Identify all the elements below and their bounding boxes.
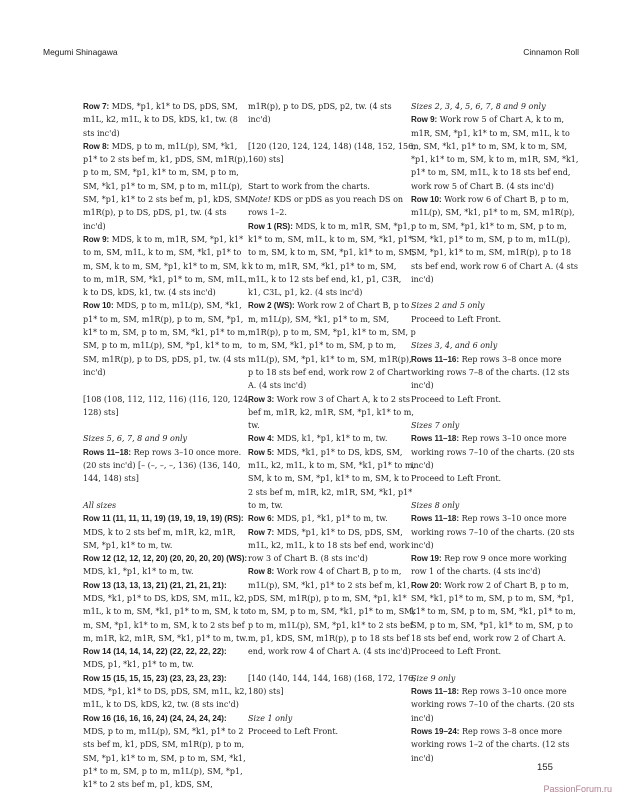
paragraph-text: Work row 2 of Chart B, p to m, m1L(p), SM, *k1, p1* to m, SM, m1R(p), p to m, SM, *p1, k1* to m, SM, p to m, SM, *k1, p1* to m, SM, p to m, m1L(p), SM, *p1, k1* to m, SM, m1R(p), p to 18 sts bef end, work row 2 of Chart A. (4 sts inc'd): [248, 301, 416, 391]
paragraph-text: MDS, p1, *k1, p1* to m, tw.: [83, 660, 194, 670]
paragraph-text: Size 9 only: [411, 673, 456, 683]
text-column-right: [411, 100, 579, 765]
paragraph-text: MDS, *k1, p1* to DS, kDS, SM, m1L, k2, m1L, k to m, SM, *k1, p1* to m, SM, k to m, SM, *p1, k1* to m, SM, k to 2 sts bef m, m1R, k2, m1R, SM, *k1, p1* to m, tw.: [248, 447, 416, 510]
instruction-paragraph: [411, 353, 579, 393]
instruction-paragraph: [248, 565, 416, 658]
paragraph-text: Proceed to Left Front.: [248, 726, 339, 736]
paragraph-text: MDS, p to m, m1L(p), SM, *k1, p1* to 2 sts bef m, k1, pDS, SM, m1R(p), p to m, SM, *p1, k1* to m, SM, p to m, SM, *k1, p1* to m, SM, p to m, m1L(p), SM, *p1, k1* to 2 sts bef m, p1, kDS, SM,: [83, 726, 246, 790]
instruction-paragraph: [248, 299, 416, 392]
instruction-paragraph: [248, 193, 416, 220]
paragraph-text: Rep rows 3–10 once more. (20 sts inc'd) [– (–, –, –, 136) (136, 140, 144, 148) sts]: [83, 447, 242, 484]
row-label: Row 10:: [411, 195, 442, 205]
row-label: Row 5:: [248, 447, 275, 457]
instruction-paragraph: [248, 712, 416, 725]
paragraph-text: Size 1 only: [248, 713, 293, 723]
row-label: Row 3:: [248, 394, 275, 404]
instruction-paragraph: [83, 645, 251, 672]
row-label: Row 1 (RS):: [248, 221, 293, 231]
author-name: Megumi Shinagawa: [43, 47, 118, 57]
paragraph-text: KDS or pDS as you reach DS on rows 1–2.: [248, 195, 404, 218]
row-label: Row 6:: [248, 514, 275, 524]
row-label: Rows 11–18:: [411, 514, 460, 524]
instruction-paragraph: [83, 579, 251, 645]
paragraph-text: Rep rows 3–10 once more working rows 7–10 of the charts. (20 sts inc'd): [411, 514, 575, 550]
instruction-paragraph: [248, 393, 416, 433]
paragraph-text: Sizes 8 only: [411, 500, 460, 510]
paragraph-text: Rep rows 3–10 once more working rows 7–10 of the charts. (20 sts inc'd): [411, 687, 575, 723]
instruction-paragraph: [83, 100, 251, 140]
instruction-paragraph: [411, 100, 579, 113]
row-label: Row 10:: [83, 301, 114, 311]
row-label: Row 9:: [411, 115, 438, 125]
paragraph-text: MDS, k to m, m1R, SM, *p1, k1* to m, SM, m1L, k to m, SM, *k1, p1* to m, SM, k to m, SM, *p1, k1* to m, SM, k to m, m1R, SM, *k1, p1* to m, SM, m1L, k to DS, kDS, k1, tw. (4 sts inc'd): [83, 234, 248, 298]
paragraph-text: Work row 5 of Chart A, k to m, m1R, SM, *p1, k1* to m, SM, m1L, k to m, SM, *k1, p1* to m, SM, k to m, SM, *p1, k1* to m, SM, k to m, m1R, SM, *k1, p1* to m, SM, m1L, k to 18 sts bef end, work row 5 of Chart B. (4 sts inc'd): [411, 115, 579, 191]
paragraph-text: Work row 4 of Chart B, p to m, m1L(p), SM, *k1, p1* to 2 sts bef m, k1, pDS, SM, m1R(p), p to m, SM, *p1, k1* to m, SM, p to m, SM, *k1, p1* to m, SM, p to m, m1L(p), SM, *p1, k1* to 2 sts bef m, p1, kDS, SM, m1R(p), p to 18 sts bef end, work row 4 of Chart A. (4 sts inc'd): [248, 567, 415, 657]
instruction-paragraph: [83, 432, 251, 445]
instruction-paragraph: [411, 499, 579, 512]
instruction-paragraph: [83, 512, 251, 552]
row-label: Row 20:: [411, 580, 442, 590]
instruction-paragraph: [411, 339, 579, 352]
instruction-paragraph: [248, 526, 416, 566]
paragraph-text: MDS, p to m, m1L(p), SM, *k1, p1* to 2 sts bef m, k1, pDS, SM, m1R(p), p to m, SM, *p1, k1* to m, SM, p to m, SM, *k1, p1* to m, SM, p to m, m1L(p), SM, *p1, k1* to 2 sts bef m, p1, kDS, SM, m1R(p), p to DS, pDS, p1, tw. (4 sts inc'd): [83, 141, 251, 231]
instruction-paragraph: [248, 512, 416, 525]
text-column-middle: [248, 100, 416, 738]
instruction-paragraph: [83, 552, 251, 579]
instruction-paragraph: [411, 512, 579, 552]
instruction-paragraph: [411, 645, 579, 658]
paragraph-text: Rep rows 3–8 once more working rows 7–8 of the charts. (12 sts inc'd): [411, 354, 570, 391]
paragraph-text: Sizes 2, 3, 4, 5, 6, 7, 8 and 9 only: [411, 102, 546, 111]
row-label: Row 19:: [411, 554, 442, 564]
row-label: Row 15 (15, 15, 15, 23) (23, 23, 23, 23):: [83, 673, 227, 683]
instruction-paragraph: [411, 193, 579, 286]
paragraph-text: MDS, k to 2 sts bef m, m1R, k2, m1R, SM, *p1, k1* to m, tw.: [83, 527, 236, 550]
row-label: Row 13 (13, 13, 13, 21) (21, 21, 21, 21):: [83, 580, 227, 590]
paragraph-text: [140 (140, 144, 144, 168) (168, 172, 176, 180) sts]: [248, 673, 416, 697]
note-label: Note!: [248, 195, 271, 205]
instruction-paragraph: [83, 712, 251, 792]
paragraph-text: MDS, p to m, m1L(p), SM, *k1, p1* to m, SM, m1R(p), p to m, SM, *p1, k1* to m, SM, p to m, SM, *k1, p1* to m, SM, p to m, m1L(p), SM, *p1, k1* to m, SM, m1R(p), p to DS, pDS, p1, tw. (4 sts inc'd): [83, 301, 248, 377]
paragraph-text: MDS, k1, *p1, k1* to m, tw.: [83, 567, 194, 577]
row-label: Row 2 (WS):: [248, 301, 295, 311]
instruction-paragraph: [411, 725, 579, 765]
row-label: Row 14 (14, 14, 14, 22) (22, 22, 22, 22):: [83, 647, 227, 657]
instruction-paragraph: [411, 393, 579, 406]
instruction-paragraph: [83, 140, 251, 233]
instruction-paragraph: [83, 233, 251, 299]
instruction-paragraph: [411, 685, 579, 725]
row-label: Row 16 (16, 16, 16, 24) (24, 24, 24, 24):: [83, 713, 227, 723]
instruction-paragraph: [248, 140, 416, 167]
page-number: 155: [537, 762, 553, 773]
row-label: Row 7:: [83, 102, 110, 111]
instruction-paragraph: [411, 299, 579, 312]
row-label: Row 9:: [83, 234, 110, 244]
paragraph-text: Sizes 3, 4, and 6 only: [411, 341, 498, 351]
paragraph-text: Rep rows 3–10 once more working rows 7–10 of the charts. (20 sts inc'd): [411, 434, 575, 471]
instruction-paragraph: [411, 552, 579, 579]
paragraph-text: [108 (108, 112, 112, 116) (116, 120, 124, 128) sts]: [83, 394, 251, 417]
paragraph-text: MDS, *k1, p1* to DS, kDS, SM, m1L, k2, m1L, k to m, SM, *k1, p1* to m, SM, k to m, SM, *p1, k1* to m, SM, k to 2 sts bef m, m1R, k2, m1R, SM, *k1, p1* to m, tw.: [83, 593, 249, 643]
row-label: Row 12 (12, 12, 12, 20) (20, 20, 20, 20) (WS):: [83, 554, 248, 564]
instruction-paragraph: [411, 472, 579, 485]
row-label: Rows 11–16:: [411, 354, 460, 364]
instruction-paragraph: [83, 672, 251, 712]
row-label: Rows 11–18:: [411, 687, 460, 697]
paragraph-text: Sizes 5, 6, 7, 8 and 9 only: [83, 434, 188, 444]
instruction-paragraph: [411, 313, 579, 326]
paragraph-text: MDS, k1, *p1, k1* to m, tw.: [274, 434, 388, 444]
row-label: Rows 11–18:: [83, 447, 132, 457]
paragraph-text: Work row 2 of Chart B, p to m, SM, *k1, p1* to m, SM, p to m, SM, *p1, k1* to m, SM, p to m, SM, *k1, p1* to m, SM, p to m, SM, *p1, k1* to m, SM, p to 18 sts bef end, work row 2 of Chart A.: [411, 580, 576, 643]
paragraph-text: MDS, p1, *k1, p1* to m, tw.: [274, 514, 388, 524]
row-label: Row 11 (11, 11, 11, 19) (19, 19, 19, 19) (RS):: [83, 514, 244, 524]
paragraph-text: MDS, *p1, k1* to DS, pDS, SM, m1L, k2, m1L, k to DS, kDS, k2, tw. (8 sts inc'd): [83, 687, 248, 710]
paragraph-text: Sizes 7 only: [411, 421, 460, 431]
row-label: Row 4:: [248, 434, 275, 444]
paragraph-text: Work row 3 of Chart A, k to 2 sts bef m, m1R, k2, m1R, SM, *p1, k1* to m, tw.: [248, 394, 414, 431]
instruction-paragraph: [411, 432, 579, 472]
pattern-title: Cinnamon Roll: [523, 47, 579, 57]
paragraph-text: All sizes: [83, 500, 117, 510]
paragraph-text: Proceed to Left Front.: [411, 474, 502, 484]
instruction-paragraph: [248, 180, 416, 193]
instruction-paragraph: [248, 725, 416, 738]
row-label: Row 8:: [83, 141, 110, 151]
instruction-paragraph: [411, 113, 579, 193]
instruction-paragraph: [83, 446, 251, 486]
instruction-paragraph: [83, 393, 251, 420]
instruction-paragraph: [83, 299, 251, 379]
instruction-paragraph: [411, 672, 579, 685]
paragraph-text: Proceed to Left Front.: [411, 394, 502, 404]
instruction-paragraph: [411, 419, 579, 432]
instruction-paragraph: [248, 220, 416, 300]
paragraph-text: Proceed to Left Front.: [411, 647, 502, 657]
row-label: Rows 11–18:: [411, 434, 460, 444]
paragraph-text: Sizes 2 and 5 only: [411, 301, 485, 311]
paragraph-text: Start to work from the charts.: [248, 181, 370, 191]
paragraph-text: MDS, k to m, m1R, SM, *p1, k1* to m, SM, m1L, k to m, SM, *k1, p1* to m, SM, k to m, SM, *p1, k1* to m, SM, k to m, m1R, SM, *k1, p1* to m, SM, m1L, k to 12 sts bef end, k1, p1, C3R, k1, C3L, p1, k2. (4 sts inc'd): [248, 221, 415, 298]
text-column-left: [83, 100, 251, 791]
paragraph-text: Work row 6 of Chart B, p to m, m1L(p), SM, *k1, p1* to m, SM, m1R(p), p to m, SM, *p1, k1* to m, SM, p to m, SM, *k1, p1* to m, SM, p to m, m1L(p), SM, *p1, k1* to m, SM, m1R(p), p to 18 sts bef end, work row 6 of Chart A. (4 sts inc'd): [411, 195, 578, 284]
instruction-paragraph: [411, 579, 579, 645]
paragraph-text: MDS, *p1, k1* to DS, pDS, SM, m1L, k2, m1L, k to DS, kDS, k1, tw. (8 sts inc'd): [83, 102, 238, 138]
instruction-paragraph: [248, 672, 416, 699]
paragraph-text: MDS, *p1, k1* to DS, pDS, SM, m1L, k2, m1L, k to 18 sts bef end, work row 3 of Chart B. (8 sts inc'd): [248, 527, 410, 564]
watermark: PassionForum.ru: [543, 784, 612, 794]
instruction-paragraph: [83, 499, 251, 512]
row-label: Row 7:: [248, 527, 275, 537]
row-label: Rows 19–24:: [411, 726, 460, 736]
paragraph-text: Proceed to Left Front.: [411, 314, 502, 324]
paragraph-text: Rep row 9 once more working row 1 of the charts. (4 sts inc'd): [411, 554, 567, 577]
paragraph-text: [120 (120, 124, 124, 148) (148, 152, 156, 160) sts]: [248, 141, 416, 165]
paragraph-text: Rep rows 3–8 once more working rows 1–2 of the charts. (12 sts inc'd): [411, 726, 570, 763]
instruction-paragraph: [248, 100, 416, 127]
instruction-paragraph: [248, 446, 416, 512]
paragraph-text: m1R(p), p to DS, pDS, p2, tw. (4 sts inc'd): [248, 102, 392, 125]
instruction-paragraph: [248, 432, 416, 445]
row-label: Row 8:: [248, 567, 275, 577]
